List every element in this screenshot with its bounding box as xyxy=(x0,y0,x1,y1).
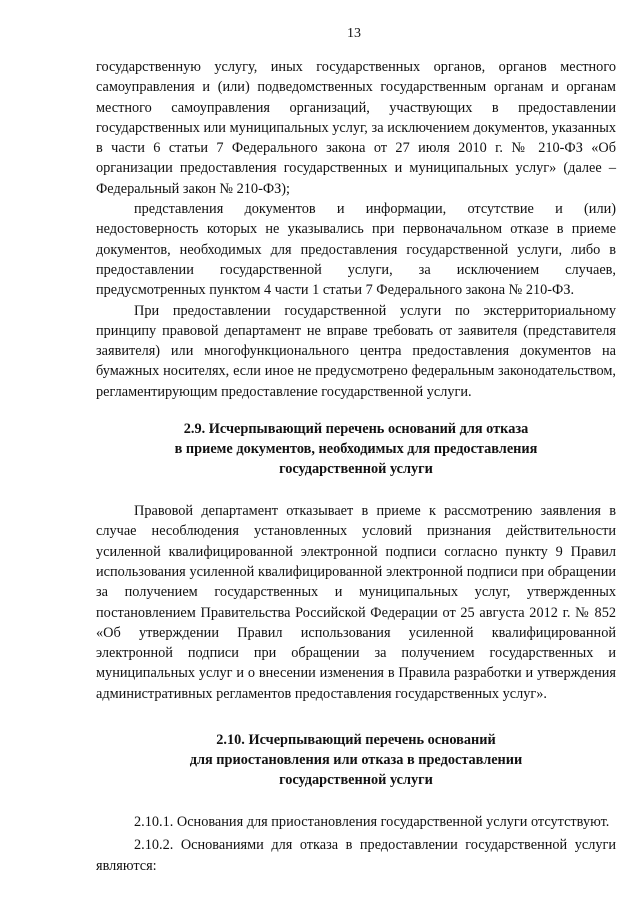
item-2-10-2: 2.10.2. Основаниями для отказа в предоставлении государственной услуги являются: xyxy=(96,837,616,874)
heading-line: для приостановления или отказа в предоставлении xyxy=(189,752,523,769)
paragraph-continuation: государственную услугу, иных государственных органов, органов местного самоуправления и (или) подведомственных государственным органам и органам местного самоуправления организаций, участвующих в предоставлении государственных или муниципальных услуг, за исключением документов, указанных в части 6 статьи 7 Федерального закона от 27 июля 2010 г. № 210-ФЗ «Об организации предоставления государственных и муниципальных услуг» (далее – Федеральный закон № 210-ФЗ); xyxy=(96,59,616,197)
heading-line: в приеме документов, необходимых для предоставления xyxy=(174,441,538,458)
paragraph-exterritorial: При предоставлении государственной услуги по экстерриториальному принципу правовой департамент не вправе требовать от заявителя (представителя заявителя) или многофункционального центра предоставления документов на бумажных носителях, если иное не предусмотрено федеральным законодательством, регламентирующим предоставление государственной услуги. xyxy=(96,302,616,400)
heading-line: 2.10. Исчерпывающий перечень оснований xyxy=(216,732,496,749)
section-2-9-heading xyxy=(96,419,616,479)
heading-line: государственной услуги xyxy=(279,461,433,478)
page-number: 13 xyxy=(347,26,361,41)
heading-line: 2.9. Исчерпывающий перечень оснований для отказа xyxy=(183,421,529,438)
section-2-10-heading xyxy=(96,730,616,790)
document-page xyxy=(96,26,616,876)
item-2-10-1: 2.10.1. Основания для приостановления государственной услуги отсутствуют. xyxy=(134,814,610,831)
paragraph-refusal-grounds: Правовой департамент отказывает в приеме к рассмотрению заявления в случае несоблюдения установленных условий признания действительности усиленной квалифицированной электронной подписи согласно пункту 9 Правил использования усиленной квалифицированной электронной подписи при обращении за получением государственных и муниципальных услуг, утвержденных постановлением Правительства Российской Федерации от 25 августа 2012 г. № 852 «Об утверждении Правил использования усиленной квалифицированной электронной подписи при обращении за получением государственных и муниципальных услуг и о внесении изменения в Правила разработки и утверждения административных регламентов предоставления государственных услуг». xyxy=(96,503,616,702)
heading-line: государственной услуги xyxy=(279,772,433,789)
paragraph-documents-info: представления документов и информации, отсутствие и (или) недостоверность которых не указывались при первоначальном отказе в приеме документов, необходимых для предоставления государственной услуги, либо в предоставлении государственной услуги, за исключением случаев, предусмотренных пунктом 4 части 1 статьи 7 Федерального закона № 210-ФЗ. xyxy=(96,201,616,299)
